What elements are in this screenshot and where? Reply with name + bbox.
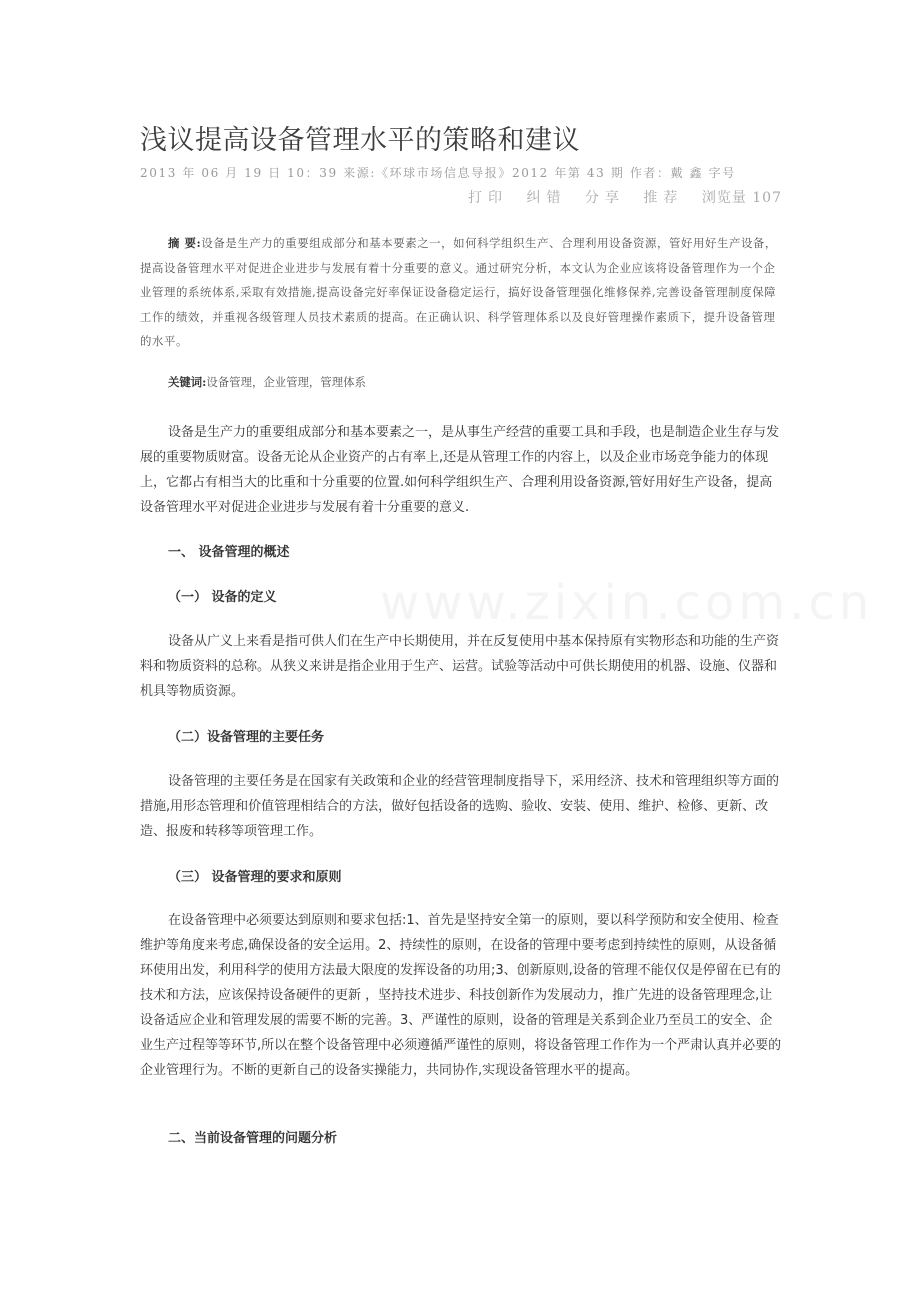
view-count: 浏览量 107 [701, 190, 782, 206]
article-actions [454, 187, 782, 207]
print-link[interactable]: 打印 [468, 190, 509, 206]
article-meta: 2013 年 06 月 19 日 10：39 来源:《环球市场信息导报》2012 年第 43 期 作者：戴 鑫 字号 [140, 166, 736, 180]
abstract [140, 231, 782, 354]
intro-paragraph: 设备是生产力的重要组成部分和基本要素之一，是从事生产经营的重要工具和手段，也是制造企业生存与发展的重要物质财富。设备无论从企业资产的占有率上,还是从管理工作的内容上，以及企业市场竞争能力的体现上，它都占有相当大的比重和十分重要的位置.如何科学组织生产、合理利用设备资源,管好用好生产设备，提高设备管理水平对促进企业进步与发展有着十分重要的意义. [140, 425, 780, 515]
share-link[interactable]: 分享 [584, 190, 625, 206]
keywords [168, 374, 366, 390]
keywords-text: 设备管理，企业管理，管理体系 [206, 375, 366, 389]
page-title: 浅议提高设备管理水平的策略和建议 [140, 125, 580, 156]
abstract-label: 摘 要: [168, 236, 202, 250]
section-heading-1: 一、 设备管理的概述 [168, 545, 290, 560]
recommend-link[interactable]: 推荐 [643, 190, 684, 206]
subsection-2-paragraph: 设备管理的主要任务是在国家有关政策和企业的经营管理制度指导下，采用经济、技术和管理组织等方面的措施,用形态管理和价值管理相结合的方法，做好包括设备的选购、验收、安装、使用、维护、检修、更新、改造、报废和转移等项管理工作。 [140, 774, 780, 839]
watermark: www.zixin.com.cn [380, 575, 874, 631]
subsection-heading-1: （一） 设备的定义 [168, 590, 277, 605]
keywords-label: 关键词: [168, 375, 207, 389]
correct-link[interactable]: 纠错 [526, 190, 567, 206]
subsection-1-paragraph: 设备从广义上来看是指可供人们在生产中长期使用，并在反复使用中基本保持原有实物形态和功能的生产资料和物质资料的总称。从狭义来讲是指企业用于生产、运营。试验等活动中可供长期使用的机器、设施、仪器和机具等物质资源。 [140, 634, 780, 699]
subsection-heading-3: （三） 设备管理的要求和原则 [168, 870, 342, 885]
subsection-3-paragraph: 在设备管理中必须要达到原则和要求包括:1、首先是坚持安全第一的原则，要以科学预防和安全使用、检查维护等角度来考虑,确保设备的安全运用。2、持续性的原则，在设备的管理中要考虑到持续性的原则，从设备循环使用出发，利用科学的使用方法最大限度的发挥设备的功用;3、创新原则,设备的管理不能仅仅是停留在已有的技术和方法，应该保持设备硬件的更新 ，坚持技术进步、科技创新作为发展动力，推广先进的设备管理理念,让设备适应企业和管理发展的需要不断的完善。3、严谨性的原则，设备的管理是关系到企业乃至员工的安全、企业生产过程等等环节,所以在整个设备管理中必须遵循严谨性的原则，将设备管理工作作为一个严肃认真并必要的企业管理行为。不断的更新自己的设备实操能力，共同协作,实现设备管理水平的提高。 [140, 913, 782, 1078]
abstract-text: 设备是生产力的重要组成部分和基本要素之一，如何科学组织生产、合理利用设备资源，管好用好生产设备，提高设备管理水平对促进企业进步与发展有着十分重要的意义。通过研究分析，本文认为企业应该将设备管理作为一个企业管理的系统体系,采取有效措施,提高设备完好率保证设备稳定运行，搞好设备管理强化维修保养,完善设备管理制度保障工作的绩效，并重视各级管理人员技术素质的提高。在正确认识、科学管理体系以及良好管理操作素质下，提升设备管理的水平。 [140, 236, 777, 348]
section-heading-2: 二、当前设备管理的问题分析 [168, 1131, 338, 1146]
subsection-heading-2: （二）设备管理的主要任务 [168, 730, 325, 745]
